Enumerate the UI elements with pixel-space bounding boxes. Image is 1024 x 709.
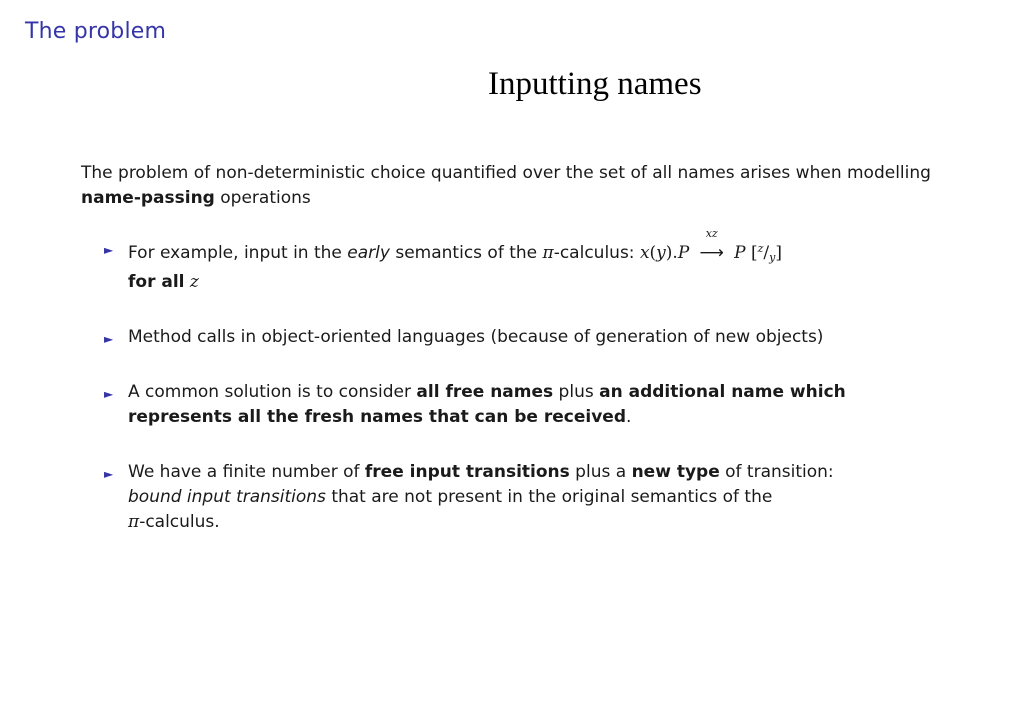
bullet-item-common-solution [104, 380, 949, 430]
bullet-bold-term: free input transitions [364, 462, 570, 482]
transition-arrow [695, 227, 729, 266]
bullet-text: We have a finite number of [128, 462, 365, 482]
intro-bold-term: name-passing [81, 188, 215, 208]
formula-bracket: ] [775, 243, 782, 263]
intro-text: The problem of non-deterministic choice quantified over the set of all names arises when modelling [81, 163, 931, 183]
formula-bracket: [ [750, 243, 758, 263]
bullet-bold-term: all free names [416, 382, 554, 402]
bullet-text: -calculus. [139, 512, 220, 532]
bullet-item-transitions [104, 460, 949, 535]
pi-symbol: π [542, 243, 554, 263]
bullet-text: that are not present in the original semantics of the [325, 487, 773, 507]
bullet-text: plus [553, 382, 600, 402]
bullet-text: -calculus: [553, 243, 640, 263]
transition-label: xz [705, 227, 718, 240]
bullet-text: of transition: [719, 462, 834, 482]
formula-paren: ( [649, 243, 657, 263]
bullet-list [104, 227, 949, 535]
bullet-arrow-icon: ► [104, 387, 114, 401]
formula-var: x [639, 243, 650, 263]
intro-text-end: operations [214, 188, 311, 208]
formula-process: P [677, 243, 690, 263]
bullet-arrow-icon: ► [104, 467, 114, 481]
bullet-item-early-semantics [104, 227, 949, 295]
bullet-bold-term: for all [128, 272, 185, 292]
bullet-text: semantics of the [389, 243, 543, 263]
intro-paragraph [81, 161, 941, 211]
substitution-denominator: y [769, 251, 776, 264]
bullet-text: Method calls in object-oriented languages (because of generation of new objects) [128, 327, 824, 347]
bullet-text: A common solution is to consider [128, 382, 417, 402]
bullet-arrow-icon: ► [104, 243, 114, 257]
slide-title: Inputting names [488, 66, 702, 102]
formula-dot: . [672, 243, 678, 263]
bullet-text: plus a [569, 462, 632, 482]
formula-paren: ) [665, 243, 673, 263]
formula-var: y [656, 243, 666, 263]
formula-process: P [734, 243, 746, 263]
frame-title: The problem [25, 19, 167, 44]
long-right-arrow-icon: ⟶ [699, 243, 724, 263]
bullet-item-method-calls [104, 325, 949, 350]
bullet-arrow-icon: ► [104, 332, 114, 346]
pi-symbol: π [128, 512, 140, 532]
bullet-italic-term: early [347, 243, 390, 263]
substitution-numerator: z [757, 242, 764, 255]
bullet-text: . [626, 407, 632, 427]
bullet-bold-term: an additional name which represents all the fresh names that can be received [128, 382, 846, 427]
formula-var: z [189, 272, 199, 292]
bullet-text: For example, input in the [128, 243, 348, 263]
transition-formula [639, 227, 782, 264]
substitution-slash: / [763, 243, 770, 263]
bullet-italic-term: bound input transitions [128, 487, 326, 507]
bullet-bold-term: new type [631, 462, 720, 482]
